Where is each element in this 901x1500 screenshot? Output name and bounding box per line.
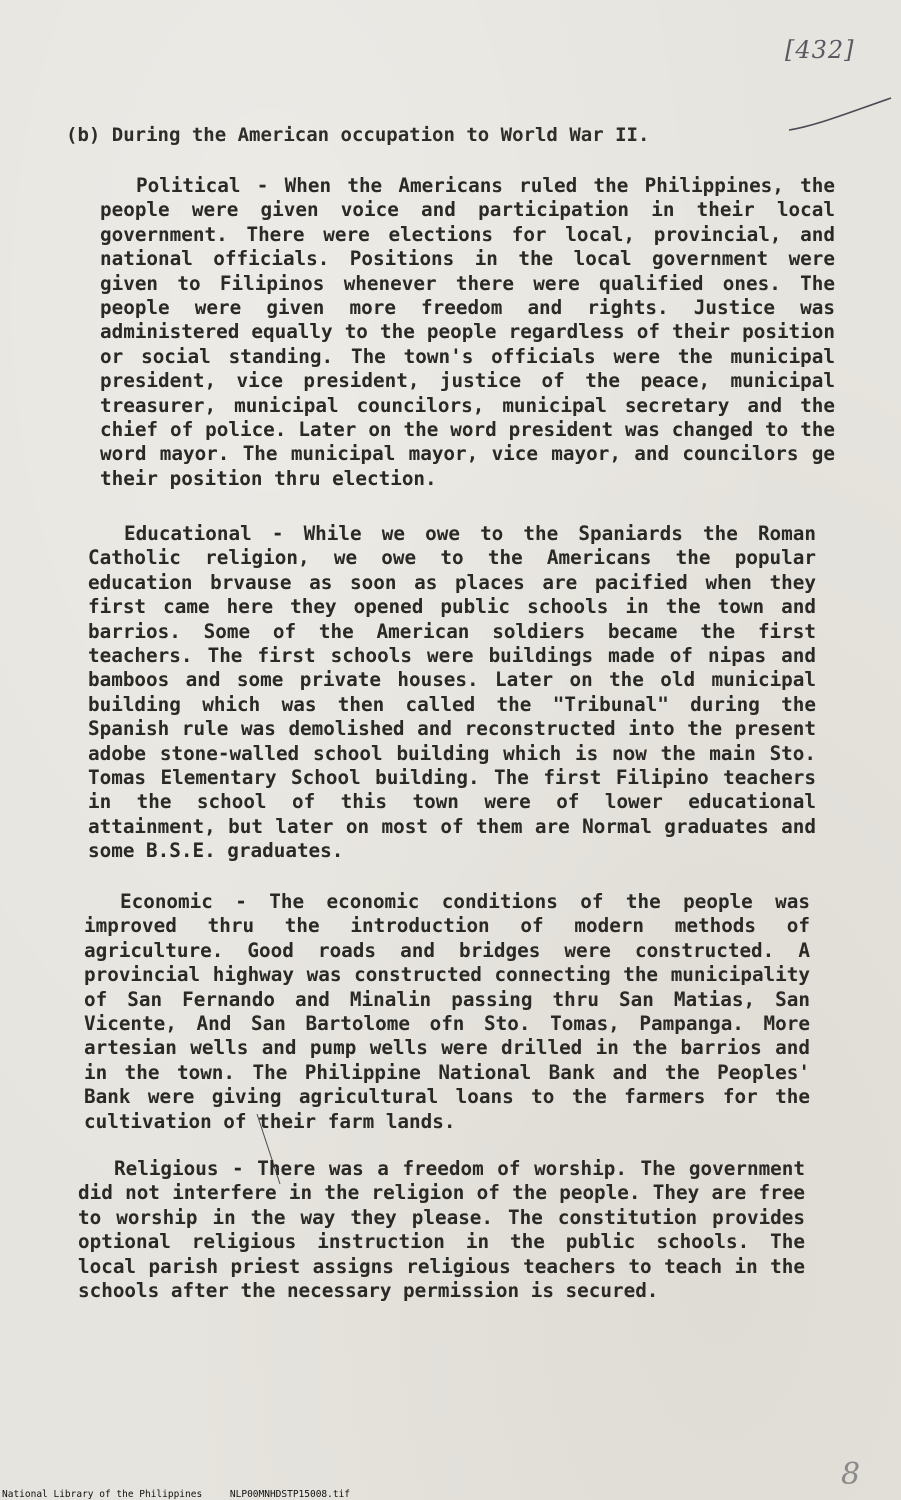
paragraph-educational-text: Educational - While we owe to the Spaniards the Roman Catholic religion, we owe to the Americans the popular education brvause as soon as places are pacified when they first came here they opened public schools in the town and barrios. Some of the American soldiers became the first teachers. The first schools were buildings made of nipas and bamboos and some private houses. Later on the old municipal building which was then called the "Tribunal" during the Spanish rule was demolished and reconstructed into the present adobe stone-walled school building which is now the main Sto. Tomas Elementary School building. The first Filipino teachers in the school of this town were of lower educational attainment, but later on most of them are Normal graduates and some B.S.E. graduates. bbox=[88, 522, 816, 863]
paragraph-economic-text: Economic - The economic conditions of the people was improved thru the introduction of modern methods of agriculture. Good roads and bridges were constructed. A provincial highway was constructed connecting the municipality of San Fernando and Minalin passing thru San Matias, San Vicente, And San Bartolome ofn Sto. Tomas, Pampanga. More artesian wells and pump wells were drilled in the barrios and in the town. The Philippine National Bank and the Peoples' Bank were giving agricultural loans to the farmers for the cultivation of their farm lands. bbox=[84, 890, 810, 1133]
section-heading: (b) During the American occupation to World War II. bbox=[66, 124, 650, 146]
page-number: [432] bbox=[785, 36, 855, 64]
paragraph-educational bbox=[88, 522, 816, 864]
footer-filename: NLP00MNHDSTP15008.tif bbox=[229, 1489, 351, 1500]
paragraph-political-text: Political - When the Americans ruled the Philippines, the people were given voice and participation in their local government. There were elections for local, provincial, and national officials. Positions in the local government were given to Filipinos whenever there were qualified ones. The people were given more freedom and rights. Justice was administered equally to the people regardless of their position or social standing. The town's officials were the municipal president, vice president, justice of the peace, municipal treasurer, municipal councilors, municipal secretary and the chief of police. Later on the word president was changed to the word mayor. The municipal mayor, vice mayor, and councilors ge their position thru election. bbox=[100, 174, 835, 490]
paragraph-religious bbox=[78, 1157, 805, 1303]
paragraph-economic bbox=[84, 890, 810, 1134]
paragraph-political bbox=[100, 174, 835, 491]
archive-footer bbox=[2, 1489, 350, 1500]
paragraph-religious-text: Religious - There was a freedom of worship. The government did not interfere in the religion of the people. They are free to worship in the way they please. The constitution provides optional religious instruction in the public schools. The local parish priest assigns religious teachers to teach in the schools after the necessary permission is secured. bbox=[78, 1157, 805, 1303]
pen-stroke-mark bbox=[785, 92, 895, 137]
pencil-annotation bbox=[838, 1452, 862, 1492]
footer-library: National Library of the Philippines bbox=[2, 1489, 203, 1500]
pencil-annotation-text: 8 bbox=[841, 1457, 861, 1492]
